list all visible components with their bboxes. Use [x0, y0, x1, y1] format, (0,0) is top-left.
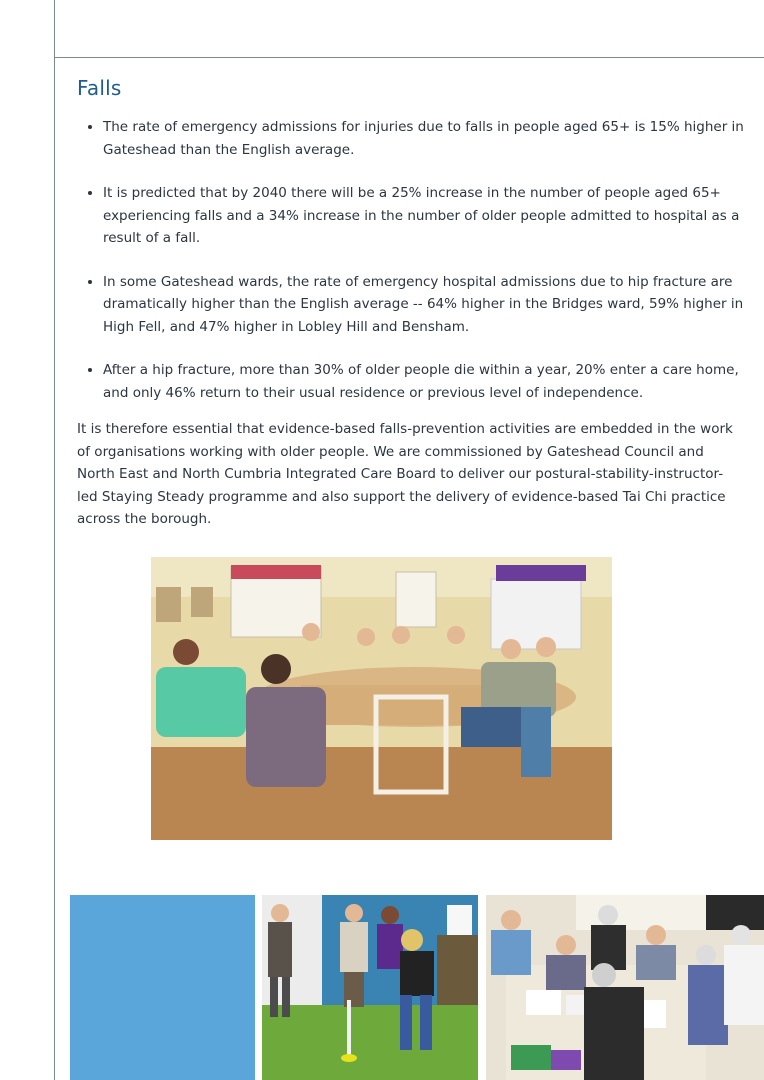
garden-cricket-photo: [262, 895, 478, 1080]
list-item: • The rate of emergency admissions for injuries due to falls in people aged 65+ is 15% higher in Gateshead than the English average.: [103, 116, 753, 161]
body-paragraph: It is therefore essential that evidence-based falls-prevention activities are embedded in the work of organisations working with older people. We are commissioned by Gateshead Council and North East and North Cumbria Integrated Care Board to deliver our postural-stability-instructor-led Staying Steady programme and also support the delivery of evidence-based Tai Chi practice across the borough.: [77, 421, 733, 527]
workshop-group-photo: [486, 895, 764, 1080]
left-margin-rule: [54, 0, 55, 1080]
falls-facts-list: [77, 116, 753, 404]
list-item: • In some Gateshead wards, the rate of emergency hospital admissions due to hip fracture are dramatically higher than the English average -- 64% higher in the Bridges ward, 59% higher in High Fell, and 47% higher in Lobley Hill and Bensham.: [103, 271, 753, 339]
header-divider: [54, 57, 764, 58]
list-item: • After a hip fracture, more than 30% of older people die within a year, 20% enter a care home, and only 46% return to their usual residence or previous level of independence.: [103, 359, 753, 404]
list-item: • It is predicted that by 2040 there will be a 25% increase in the number of people aged 65+ experiencing falls and a 34% increase in the number of older people admitted to hospital as a result of a fall.: [103, 182, 753, 250]
section-title: Falls: [77, 76, 122, 100]
blue-accent-block: [70, 895, 255, 1080]
group-meeting-photo: [151, 557, 612, 840]
